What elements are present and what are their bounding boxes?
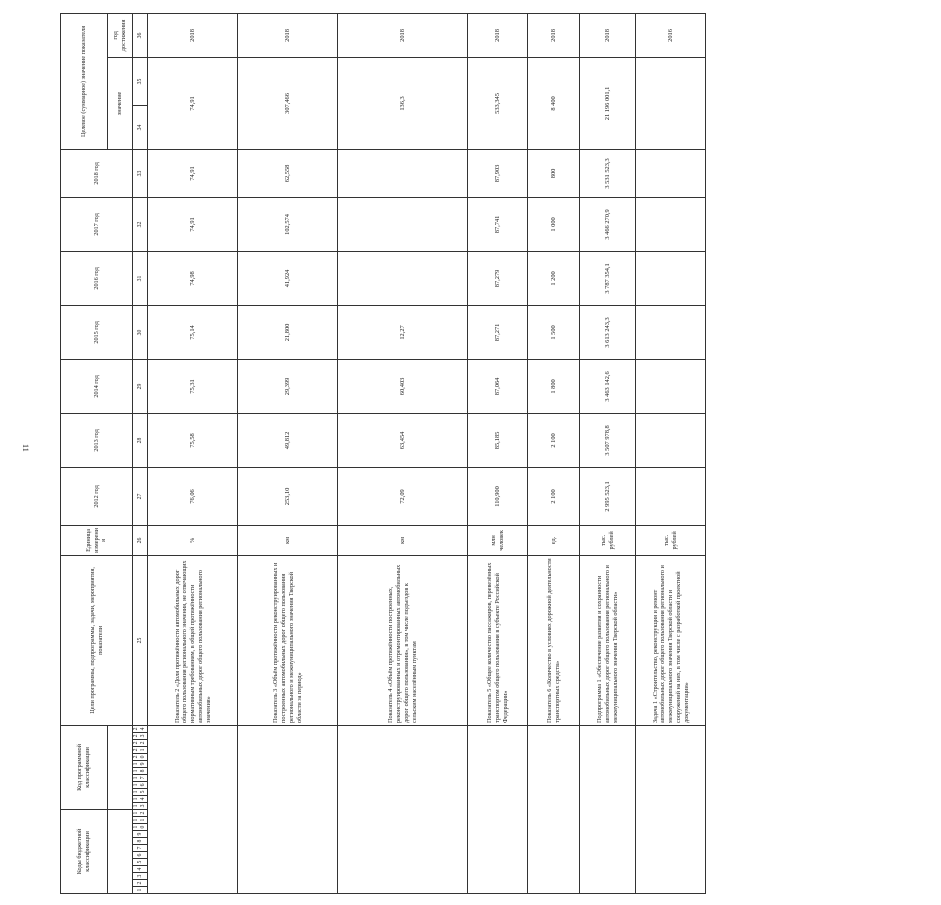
header-row-groups xyxy=(61,13,108,893)
table-row: Показатель 4 «Объём протяжённости построенных, реконструированных и отремонтированных автомобильных дорог общего пользования», в том числе подъездов к сельским населённым пунктам км 72,09 63,454 60,403 12,27 136,3 2018 xyxy=(338,13,468,893)
header-target-value: значение xyxy=(108,57,133,149)
column-number-row: 1 2 3 4 5 6 7 8 9 10 11 12 13 14 15 16 17 18 19 20 21 22 23 24 25 26 27 28 29 30 31 32 33 34 35 36 xyxy=(133,13,148,893)
row-name: Показатель 2 «Доля протяжённости автомобильных дорог общего пользования регионального значения, не отвечающих нормативным требованиям, в общей протяжённости автомобильных дорог общего пользования регионального значения» xyxy=(148,555,238,725)
table-row: Показатель 2 «Доля протяжённости автомобильных дорог общего пользования регионального значения, не отвечающих нормативным требованиям, в общей протяжённости автомобильных дорог общего пользования регионального значения» % 76,06 75,58 75,31 75,14 74,98 74,91 74,91 74,91 2018 xyxy=(148,13,238,893)
page-number: 11 xyxy=(21,444,30,452)
table-row: Показатель 6 «Количество в условиях дорожной деятельности транспортных средств» ед. 2 100 2 100 1 800 1 500 1 200 1 000 800 8 400 2018 xyxy=(528,13,580,893)
header-target: Целевое (суммарное) значение показателя xyxy=(61,13,108,149)
row-name: Подпрограмма 1 «Обеспечение развития и сохранности автомобильных дорог общего пользования регионального и межмуниципального значения Тверской области» xyxy=(580,555,636,725)
header-target-year: год достижения xyxy=(108,13,133,57)
header-2015: 2015 год xyxy=(61,305,133,359)
header-2013: 2013 год xyxy=(61,413,133,467)
header-2016: 2016 год xyxy=(61,251,133,305)
table-row: Показатель 5 «Общее количество пассажиров, перевезённых транспортом общего пользования в субъекте Российской Федерации» млн человек 110,900 85,185 87,064 87,271 87,279 87,741 87,903 533,345 2018 xyxy=(468,13,528,893)
table-row: Подпрограмма 1 «Обеспечение развития и сохранности автомобильных дорог общего пользования регионального и межмуниципального значения Тверской области» тыс. рублей 2 995 523,1 3 507 978,8 3 463 142,6 3 613 243,3 3 787 354,1 3 466 270,9 3 531 523,3 21 196 001,1 2018 xyxy=(580,13,636,893)
table-row: Показатель 3 «Объём протяжённости реконструированных и построенных автомобильных дорог общего пользования регионального и межмуниципального значения Тверской области за период» км 253,10 49,812 29,399 21,800 41,924 102,574 62,558 307,466 2018 xyxy=(238,13,338,893)
document-sheet xyxy=(60,14,941,892)
header-budget-codes: Коды бюджетной классификации xyxy=(61,809,108,893)
row-name: Задача 1 «Строительство, реконструкция и ремонт автомобильных дорог общего пользования регионального и межмуниципального значения Тверской области и сооружений на них, в том числе с разработкой проектной документации» xyxy=(636,555,706,725)
row-name: Показатель 5 «Общее количество пассажиров, перевезённых транспортом общего пользования в субъекте Российской Федерации» xyxy=(468,555,528,725)
header-2014: 2014 год xyxy=(61,359,133,413)
header-name: Цели программы, подпрограммы, задачи, мероприятия, показатели xyxy=(61,555,133,725)
header-2017: 2017 год xyxy=(61,197,133,251)
row-name: Показатель 4 «Объём протяжённости построенных, реконструированных и отремонтированных автомобильных дорог общего пользования», в том числе подъездов к сельским населённым пунктам xyxy=(338,555,468,725)
table-row: Задача 1 «Строительство, реконструкция и ремонт автомобильных дорог общего пользования регионального и межмуниципального значения Тверской области и сооружений на них, в том числе с разработкой проектной документации» тыс. рублей 2016 xyxy=(636,13,706,893)
header-2018: 2018 год xyxy=(61,149,133,197)
program-table xyxy=(60,13,706,894)
row-name: Показатель 3 «Объём протяжённости реконструированных и построенных автомобильных дорог общего пользования регионального и межмуниципального значения Тверской области за период» xyxy=(238,555,338,725)
header-2012: 2012 год xyxy=(61,467,133,525)
header-program-codes: Код программной классификации xyxy=(61,725,108,809)
row-name: Показатель 6 «Количество в условиях дорожной деятельности транспортных средств» xyxy=(528,555,580,725)
header-unit: Единица измерения xyxy=(61,525,133,555)
